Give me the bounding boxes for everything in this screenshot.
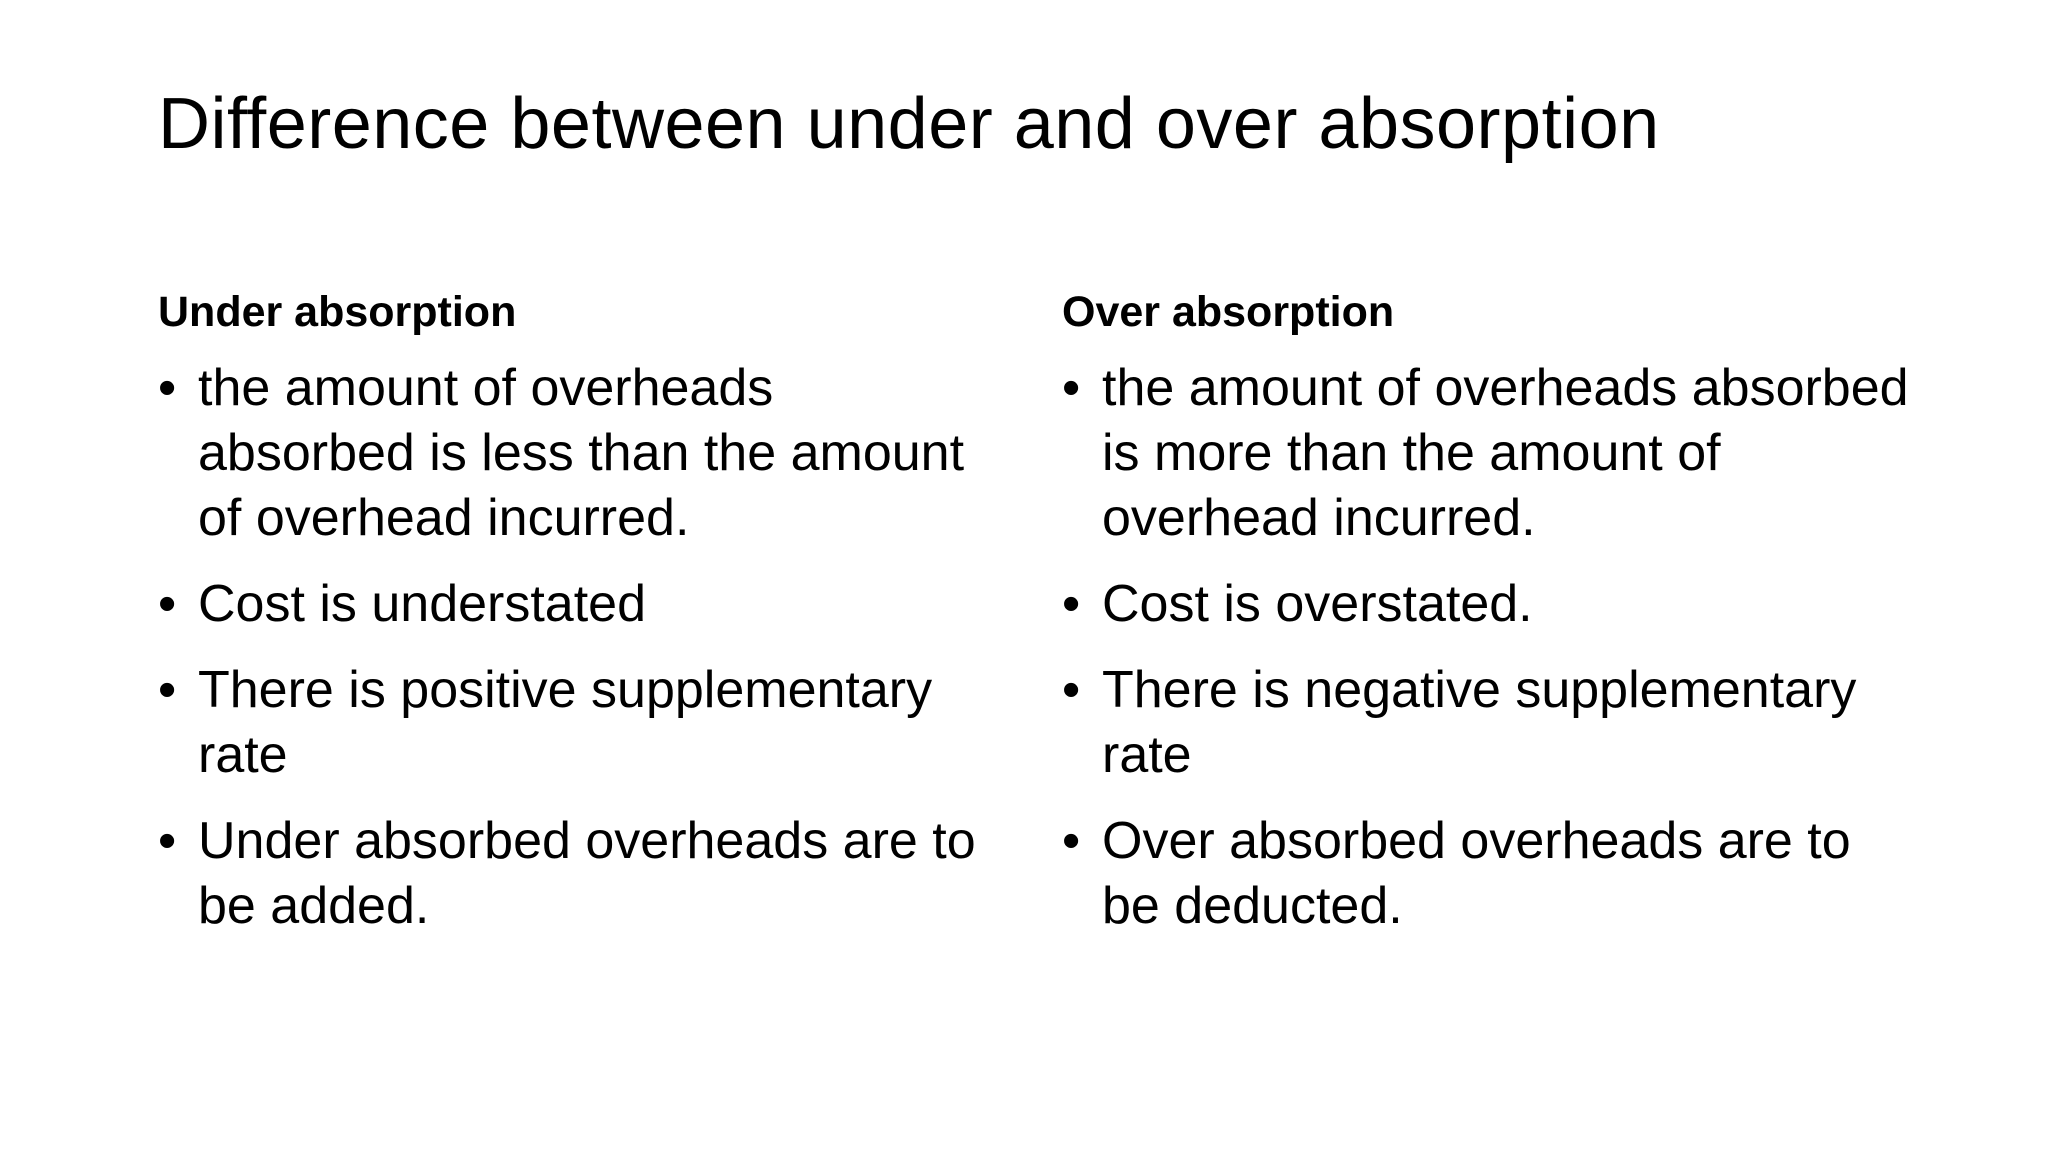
bullet-dot-icon: • [158,575,177,633]
bullet-dot-icon: • [1062,812,1081,870]
bullet-item [1062,572,1922,637]
bullet-text: There is negative supplementary rate [1102,661,1857,784]
bullet-text: Under absorbed overheads are to be added. [198,812,976,935]
bullet-text: Over absorbed overheads are to be deducted. [1102,812,1851,935]
bullet-dot-icon: • [1062,359,1081,417]
over-absorption-column [1062,282,1922,960]
bullet-dot-icon: • [1062,575,1081,633]
column-heading-under: Under absorption [158,288,517,336]
bullet-text: Cost is overstated. [1102,575,1533,633]
bullet-text: the amount of overheads absorbed is more than the amount of overhead incurred. [1102,359,1909,547]
bullet-list-under [158,356,988,939]
column-heading-over: Over absorption [1062,288,1395,336]
bullet-item [1062,809,1922,939]
bullet-item [158,809,988,939]
bullet-dot-icon: • [1062,661,1081,719]
bullet-text: There is positive supplementary rate [198,661,933,784]
bullet-text: Cost is understated [198,575,647,633]
under-absorption-column [158,282,988,960]
slide-title: Difference between under and over absorption [158,84,1660,164]
bullet-list-over [1062,356,1922,939]
bullet-item [1062,356,1922,551]
bullet-item [158,356,988,551]
bullet-dot-icon: • [158,812,177,870]
bullet-item [158,572,988,637]
bullet-item [158,658,988,788]
bullet-text: the amount of overheads absorbed is less than the amount of overhead incurred. [198,359,965,547]
bullet-dot-icon: • [158,661,177,719]
bullet-item [1062,658,1922,788]
bullet-dot-icon: • [158,359,177,417]
